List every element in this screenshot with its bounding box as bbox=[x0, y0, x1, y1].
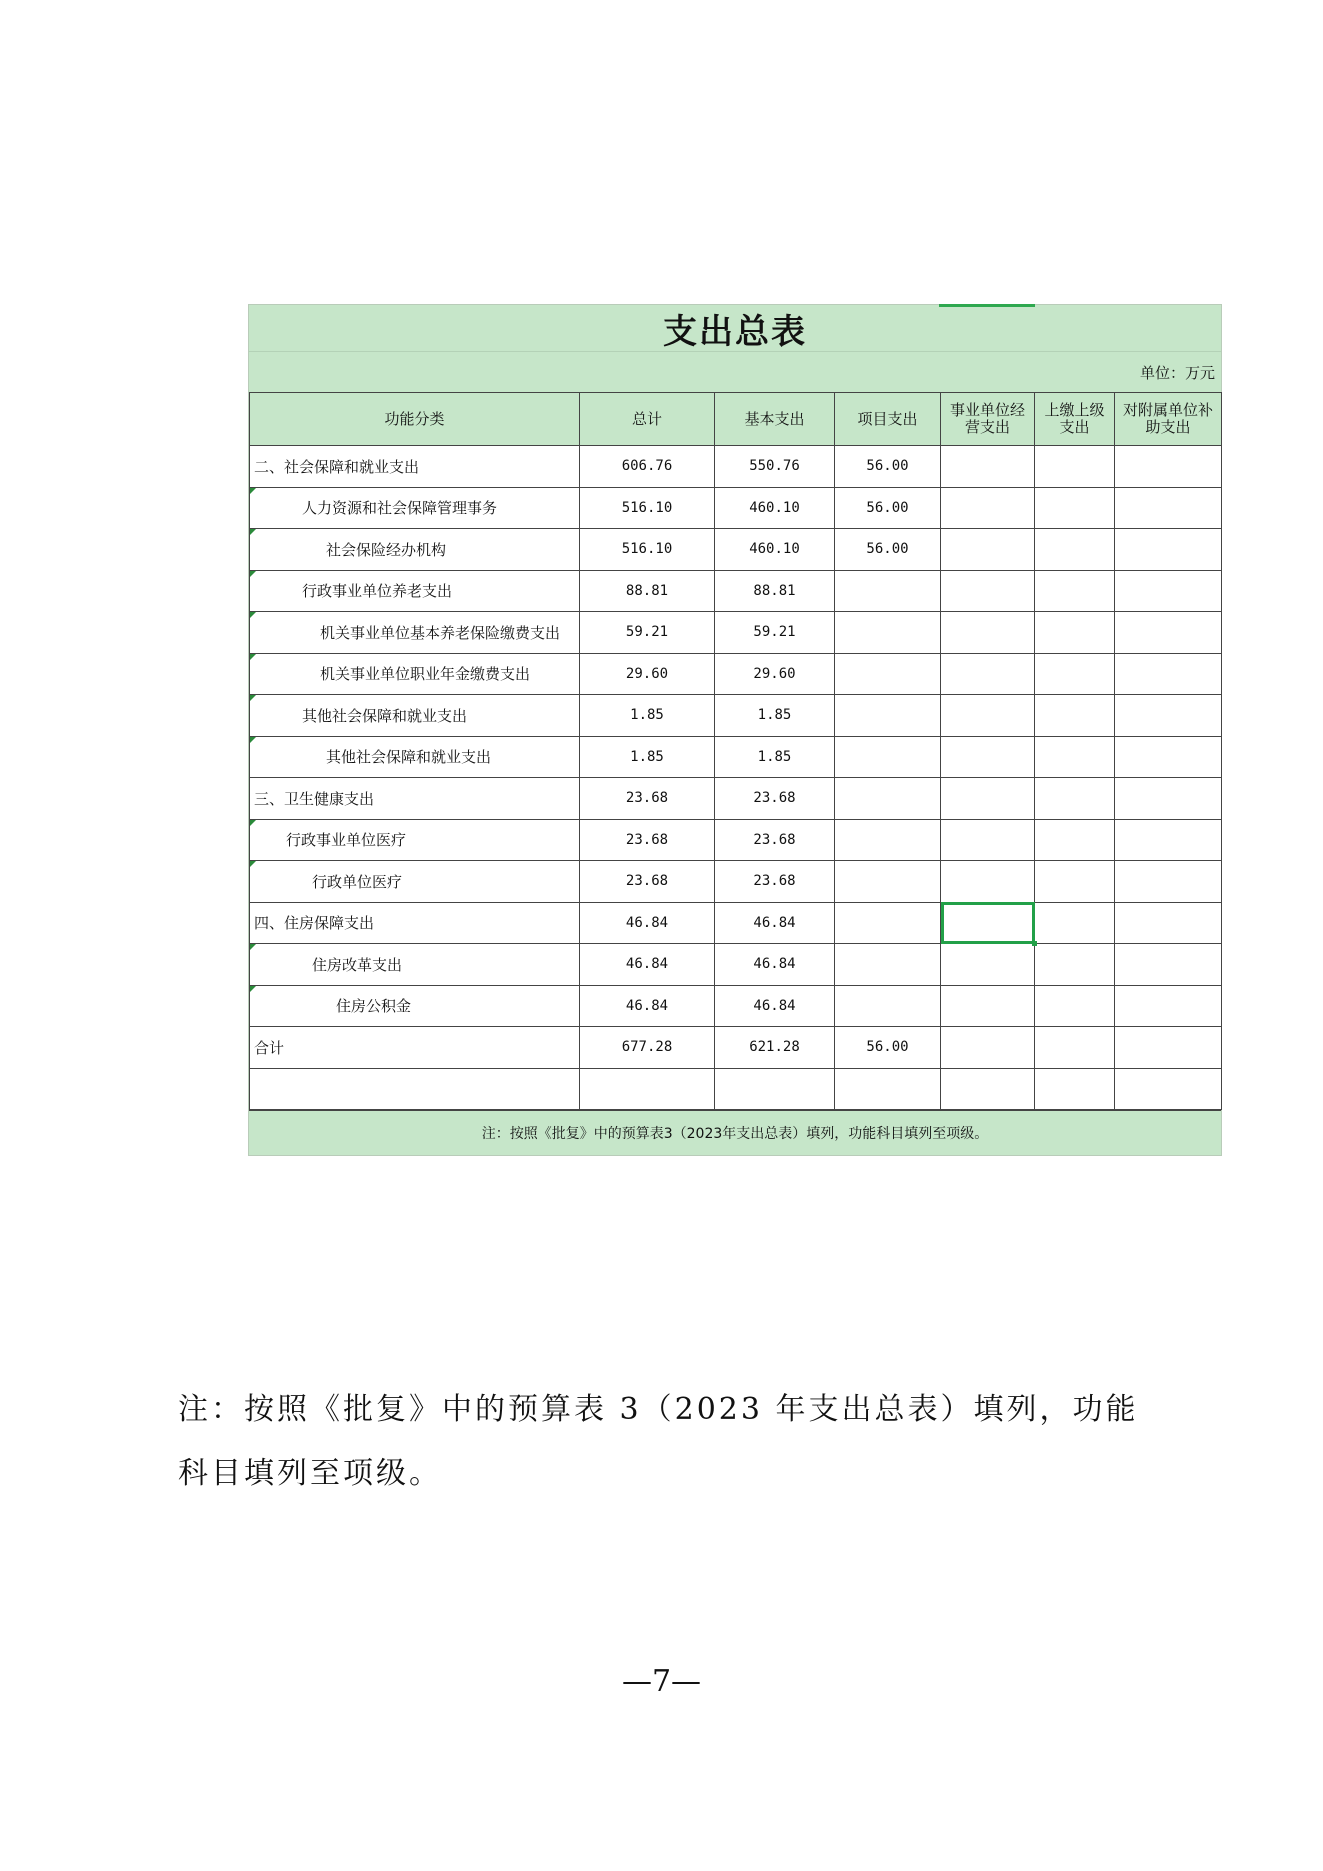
table-row bbox=[250, 612, 1222, 654]
table-row bbox=[250, 819, 1222, 861]
expenditure-grid bbox=[249, 392, 1222, 1110]
subsidy-cell[interactable] bbox=[1115, 529, 1222, 571]
table-row bbox=[250, 1027, 1222, 1069]
project-cell[interactable]: 56.00 bbox=[835, 446, 941, 488]
operating-cell[interactable] bbox=[941, 446, 1035, 488]
total-cell[interactable]: 516.10 bbox=[580, 529, 715, 571]
table-row bbox=[250, 695, 1222, 737]
total-cell[interactable]: 23.68 bbox=[580, 778, 715, 820]
empty-cell[interactable] bbox=[835, 1068, 941, 1110]
subsidy-cell[interactable] bbox=[1115, 1027, 1222, 1069]
basic-cell[interactable]: 460.10 bbox=[715, 529, 835, 571]
subsidy-cell[interactable] bbox=[1115, 944, 1222, 986]
unit-label: 单位：万元 bbox=[249, 352, 1221, 392]
remit-cell[interactable] bbox=[1035, 985, 1115, 1027]
basic-cell[interactable]: 29.60 bbox=[715, 653, 835, 695]
operating-cell[interactable] bbox=[941, 944, 1035, 986]
remit-cell[interactable] bbox=[1035, 570, 1115, 612]
row-label-cell[interactable]: 三、卫生健康支出 bbox=[250, 778, 580, 820]
table-row bbox=[250, 778, 1222, 820]
page-number: —7— bbox=[621, 1664, 702, 1699]
basic-cell[interactable]: 88.81 bbox=[715, 570, 835, 612]
project-cell[interactable] bbox=[835, 695, 941, 737]
operating-cell[interactable] bbox=[941, 529, 1035, 571]
table-row bbox=[250, 944, 1222, 986]
header-cell[interactable]: 总计 bbox=[580, 393, 715, 446]
subsidy-cell[interactable] bbox=[1115, 861, 1222, 903]
operating-cell[interactable] bbox=[941, 695, 1035, 737]
remit-cell[interactable] bbox=[1035, 944, 1115, 986]
subsidy-cell[interactable] bbox=[1115, 778, 1222, 820]
total-cell[interactable]: 606.76 bbox=[580, 446, 715, 488]
project-cell[interactable] bbox=[835, 612, 941, 654]
project-cell[interactable] bbox=[835, 778, 941, 820]
empty-cell[interactable] bbox=[250, 1068, 580, 1110]
table-title: 支出总表 bbox=[249, 305, 1221, 352]
project-cell[interactable]: 56.00 bbox=[835, 487, 941, 529]
header-cell[interactable]: 项目支出 bbox=[835, 393, 941, 446]
row-label-cell[interactable]: 机关事业单位职业年金缴费支出 bbox=[250, 653, 580, 695]
basic-cell[interactable]: 59.21 bbox=[715, 612, 835, 654]
project-cell[interactable] bbox=[835, 653, 941, 695]
project-cell[interactable] bbox=[835, 861, 941, 903]
basic-cell[interactable]: 23.68 bbox=[715, 819, 835, 861]
basic-cell[interactable]: 1.85 bbox=[715, 695, 835, 737]
table-row bbox=[250, 902, 1222, 944]
total-cell[interactable]: 677.28 bbox=[580, 1027, 715, 1069]
remit-cell[interactable] bbox=[1035, 653, 1115, 695]
row-label-cell[interactable]: 住房公积金 bbox=[250, 985, 580, 1027]
header-cell[interactable]: 上缴上级支出 bbox=[1035, 393, 1115, 446]
operating-cell[interactable] bbox=[941, 570, 1035, 612]
project-cell[interactable] bbox=[835, 819, 941, 861]
row-label-cell[interactable]: 合计 bbox=[250, 1027, 580, 1069]
subsidy-cell[interactable] bbox=[1115, 902, 1222, 944]
project-cell[interactable] bbox=[835, 985, 941, 1027]
row-label-cell[interactable]: 其他社会保障和就业支出 bbox=[250, 736, 580, 778]
operating-cell[interactable] bbox=[941, 487, 1035, 529]
subsidy-cell[interactable] bbox=[1115, 985, 1222, 1027]
table-row bbox=[250, 861, 1222, 903]
row-label-cell[interactable]: 四、住房保障支出 bbox=[250, 902, 580, 944]
table-row bbox=[250, 529, 1222, 571]
operating-cell[interactable] bbox=[941, 985, 1035, 1027]
remit-cell[interactable] bbox=[1035, 1027, 1115, 1069]
project-cell[interactable]: 56.00 bbox=[835, 1027, 941, 1069]
header-cell[interactable]: 对附属单位补助支出 bbox=[1115, 393, 1222, 446]
remit-cell[interactable] bbox=[1035, 902, 1115, 944]
total-cell[interactable]: 88.81 bbox=[580, 570, 715, 612]
remit-cell[interactable] bbox=[1035, 695, 1115, 737]
basic-cell[interactable]: 460.10 bbox=[715, 487, 835, 529]
empty-cell[interactable] bbox=[941, 1068, 1035, 1110]
basic-cell[interactable]: 46.84 bbox=[715, 944, 835, 986]
subsidy-cell[interactable] bbox=[1115, 612, 1222, 654]
row-label-cell[interactable]: 其他社会保障和就业支出 bbox=[250, 695, 580, 737]
header-cell[interactable]: 基本支出 bbox=[715, 393, 835, 446]
row-label-cell[interactable]: 二、社会保障和就业支出 bbox=[250, 446, 580, 488]
subsidy-cell[interactable] bbox=[1115, 695, 1222, 737]
project-cell[interactable] bbox=[835, 570, 941, 612]
remit-cell[interactable] bbox=[1035, 736, 1115, 778]
empty-cell[interactable] bbox=[1115, 1068, 1222, 1110]
project-cell[interactable] bbox=[835, 736, 941, 778]
operating-cell[interactable] bbox=[941, 653, 1035, 695]
header-row bbox=[250, 393, 1222, 446]
row-label-cell[interactable]: 人力资源和社会保障管理事务 bbox=[250, 487, 580, 529]
operating-cell[interactable] bbox=[941, 861, 1035, 903]
body-note: 注：按照《批复》中的预算表 3（2023 年支出总表）填列，功能科目填列至项级。 bbox=[178, 1392, 1139, 1491]
total-cell[interactable]: 46.84 bbox=[580, 902, 715, 944]
total-cell[interactable]: 29.60 bbox=[580, 653, 715, 695]
subsidy-cell[interactable] bbox=[1115, 819, 1222, 861]
empty-row bbox=[250, 1068, 1222, 1110]
remit-cell[interactable] bbox=[1035, 446, 1115, 488]
row-label-cell[interactable]: 行政事业单位医疗 bbox=[250, 819, 580, 861]
table-row bbox=[250, 736, 1222, 778]
remit-cell[interactable] bbox=[1035, 612, 1115, 654]
subsidy-cell[interactable] bbox=[1115, 653, 1222, 695]
remit-cell[interactable] bbox=[1035, 778, 1115, 820]
project-cell[interactable] bbox=[835, 902, 941, 944]
subsidy-cell[interactable] bbox=[1115, 487, 1222, 529]
operating-cell[interactable] bbox=[941, 778, 1035, 820]
header-cell[interactable]: 功能分类 bbox=[250, 393, 580, 446]
total-cell[interactable]: 59.21 bbox=[580, 612, 715, 654]
spreadsheet-table bbox=[248, 304, 1222, 1156]
empty-cell[interactable] bbox=[1035, 1068, 1115, 1110]
remit-cell[interactable] bbox=[1035, 529, 1115, 571]
operating-cell[interactable] bbox=[941, 819, 1035, 861]
operating-cell[interactable] bbox=[941, 736, 1035, 778]
table-row bbox=[250, 985, 1222, 1027]
basic-cell[interactable]: 46.84 bbox=[715, 985, 835, 1027]
remit-cell[interactable] bbox=[1035, 819, 1115, 861]
remit-cell[interactable] bbox=[1035, 861, 1115, 903]
subsidy-cell[interactable] bbox=[1115, 570, 1222, 612]
total-cell[interactable]: 1.85 bbox=[580, 695, 715, 737]
empty-cell[interactable] bbox=[715, 1068, 835, 1110]
row-label-cell[interactable]: 行政事业单位养老支出 bbox=[250, 570, 580, 612]
project-cell[interactable] bbox=[835, 944, 941, 986]
basic-cell[interactable]: 23.68 bbox=[715, 861, 835, 903]
total-cell[interactable]: 23.68 bbox=[580, 819, 715, 861]
remit-cell[interactable] bbox=[1035, 487, 1115, 529]
header-cell[interactable]: 事业单位经营支出 bbox=[941, 393, 1035, 446]
operating-cell[interactable] bbox=[941, 1027, 1035, 1069]
total-cell[interactable]: 516.10 bbox=[580, 487, 715, 529]
basic-cell[interactable]: 23.68 bbox=[715, 778, 835, 820]
basic-cell[interactable]: 46.84 bbox=[715, 902, 835, 944]
subsidy-cell[interactable] bbox=[1115, 446, 1222, 488]
project-cell[interactable]: 56.00 bbox=[835, 529, 941, 571]
operating-cell[interactable] bbox=[941, 902, 1035, 944]
total-cell[interactable]: 46.84 bbox=[580, 944, 715, 986]
table-note: 注：按照《批复》中的预算表3（2023年支出总表）填列，功能科目填列至项级。 bbox=[249, 1110, 1221, 1155]
table-row bbox=[250, 487, 1222, 529]
empty-cell[interactable] bbox=[580, 1068, 715, 1110]
table-row bbox=[250, 446, 1222, 488]
total-cell[interactable]: 23.68 bbox=[580, 861, 715, 903]
table-row bbox=[250, 653, 1222, 695]
basic-cell[interactable]: 621.28 bbox=[715, 1027, 835, 1069]
subsidy-cell[interactable] bbox=[1115, 736, 1222, 778]
basic-cell[interactable]: 1.85 bbox=[715, 736, 835, 778]
operating-cell[interactable] bbox=[941, 612, 1035, 654]
total-cell[interactable]: 1.85 bbox=[580, 736, 715, 778]
basic-cell[interactable]: 550.76 bbox=[715, 446, 835, 488]
table-row bbox=[250, 570, 1222, 612]
row-label-cell[interactable]: 社会保险经办机构 bbox=[250, 529, 580, 571]
total-cell[interactable]: 46.84 bbox=[580, 985, 715, 1027]
row-label-cell[interactable]: 机关事业单位基本养老保险缴费支出 bbox=[250, 612, 580, 654]
row-label-cell[interactable]: 行政单位医疗 bbox=[250, 861, 580, 903]
row-label-cell[interactable]: 住房改革支出 bbox=[250, 944, 580, 986]
